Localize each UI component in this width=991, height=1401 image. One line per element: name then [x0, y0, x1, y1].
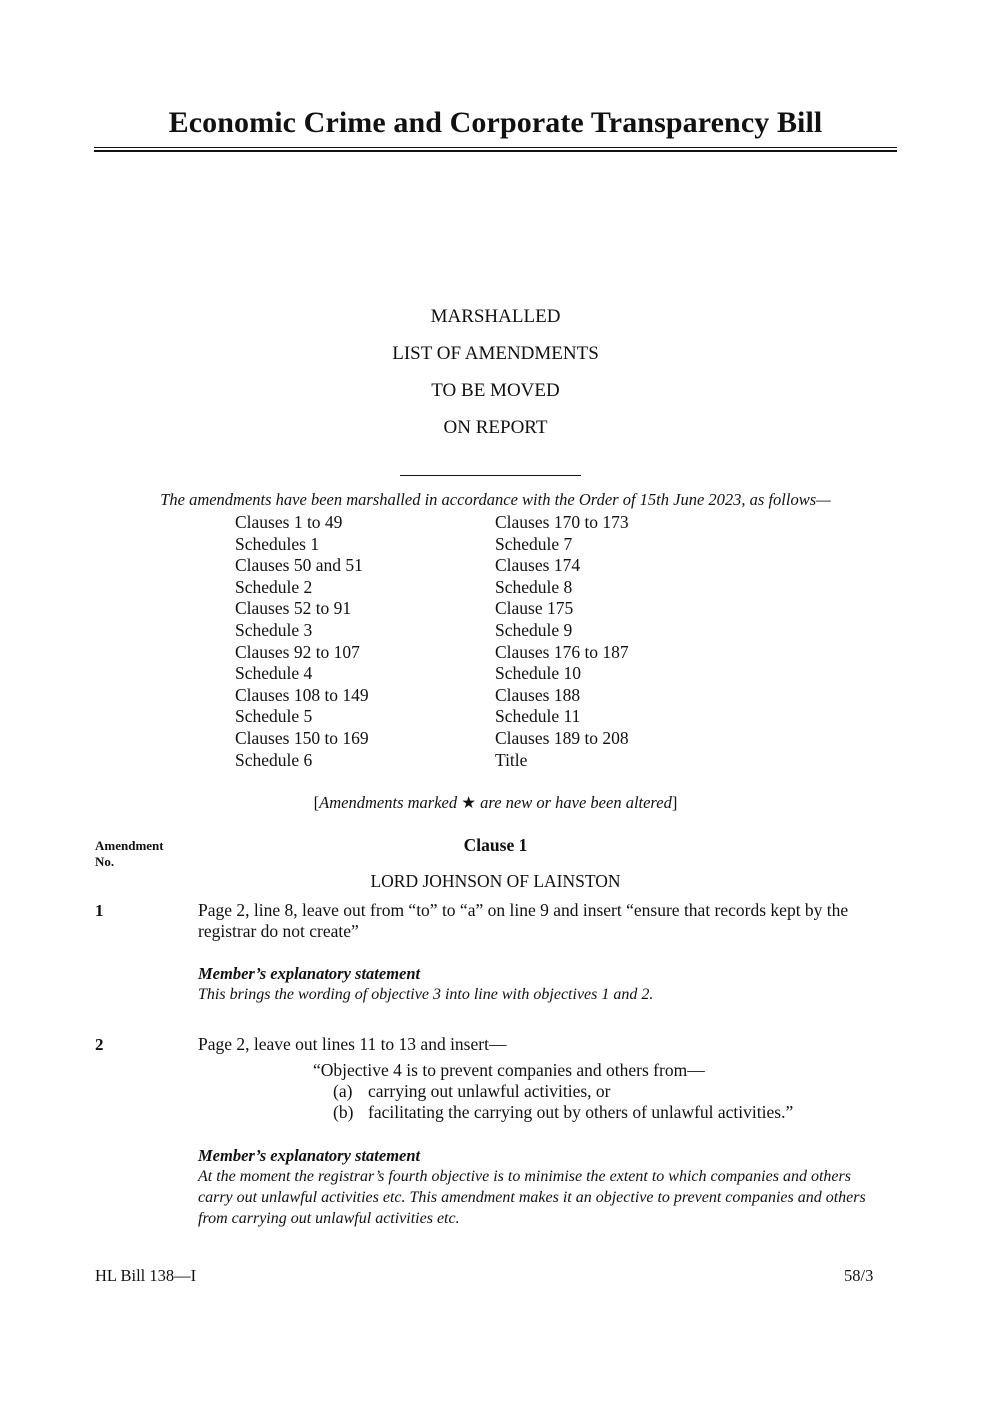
- item-label: (b): [333, 1102, 354, 1122]
- item-label: (a): [333, 1081, 353, 1101]
- order-item: Schedule 11: [495, 706, 581, 727]
- heading-line-3: TO BE MOVED: [431, 380, 560, 401]
- heading-line-1: MARSHALLED: [430, 306, 561, 327]
- star-icon: ★: [461, 793, 477, 812]
- order-item: Clauses 108 to 149: [235, 684, 369, 705]
- heading-line-4: ON REPORT: [443, 417, 548, 438]
- order-item: Schedule 7: [495, 533, 573, 554]
- order-item: Clauses 52 to 91: [235, 598, 352, 619]
- page-reference: 58/3: [844, 1266, 874, 1285]
- order-item: Clauses 188: [495, 684, 581, 705]
- marshalling-intro: The amendments have been marshalled in accordance with the Order of 15th June 2023, as follows—: [160, 490, 831, 509]
- order-item: Clauses 170 to 173: [495, 512, 629, 532]
- bill-reference: HL Bill 138—I: [95, 1266, 197, 1285]
- explanatory-statement: This brings the wording of objective 3 into line with objectives 1 and 2.: [198, 986, 654, 1003]
- amendment-text: Page 2, leave out lines 11 to 13 and insert—: [198, 1034, 507, 1054]
- member-name: LORD JOHNSON OF LAINSTON: [370, 871, 621, 891]
- order-list-left: [235, 512, 369, 771]
- order-item: Clauses 176 to 187: [495, 641, 629, 662]
- order-item: Clauses 92 to 107: [235, 641, 360, 662]
- explanatory-statement-title: Member’s explanatory statement: [198, 964, 421, 983]
- order-item: Clauses 174: [495, 555, 581, 576]
- order-item: Schedule 10: [495, 663, 582, 684]
- notice-text-end: are new or have been altered: [476, 793, 672, 812]
- amendment-text: Page 2, line 8, leave out from “to” to “a” on line 9 and insert “ensure that records kept by the registrar do not create”: [198, 900, 849, 941]
- order-item: Schedule 9: [495, 619, 573, 640]
- clause-heading: Clause 1: [463, 835, 528, 855]
- order-item: Clauses 150 to 169: [235, 727, 369, 748]
- section-divider: [400, 475, 581, 476]
- order-list-right: [495, 512, 629, 771]
- title-rule-thick: [94, 150, 897, 152]
- amendment-header-line-2: No.: [95, 854, 115, 869]
- notice-text-start: Amendments marked: [319, 793, 462, 812]
- order-item: Schedule 8: [495, 576, 573, 597]
- inserted-text-lead: “Objective 4 is to prevent companies and others from—: [313, 1060, 705, 1080]
- explanatory-statement-title: Member’s explanatory statement: [198, 1146, 421, 1165]
- altered-amendments-notice: [0, 793, 991, 813]
- amendment-number: 2: [95, 1035, 104, 1054]
- order-item: Clauses 1 to 49: [235, 512, 343, 532]
- explanatory-statement: At the moment the registrar’s fourth objective is to minimise the extent to which companies and others carry out unlawful activities etc. This amendment makes it an objective to prevent companies and others from carrying out unlawful activities etc.: [198, 1168, 866, 1227]
- order-item: Schedule 5: [235, 706, 313, 727]
- order-item: Clauses 189 to 208: [495, 727, 629, 748]
- order-item: Title: [495, 749, 528, 770]
- amendment-number: 1: [95, 901, 104, 920]
- order-item: Schedule 2: [235, 576, 313, 597]
- order-item: Schedules 1: [235, 533, 320, 554]
- inserted-item: [333, 1102, 893, 1123]
- document-title: Economic Crime and Corporate Transparency Bill: [168, 106, 823, 139]
- amendment-header-line-1: Amendment: [95, 838, 164, 853]
- title-rule-thin: [94, 147, 897, 148]
- item-text: carrying out unlawful activities, or: [368, 1081, 611, 1101]
- item-text: facilitating the carrying out by others of unlawful activities.”: [368, 1102, 794, 1122]
- inserted-item: [333, 1081, 893, 1102]
- order-item: Schedule 6: [235, 749, 313, 770]
- bracket-close: ]: [671, 793, 678, 812]
- heading-line-2: LIST OF AMENDMENTS: [392, 343, 599, 364]
- order-item: Clause 175: [495, 598, 574, 619]
- order-item: Schedule 4: [235, 663, 313, 684]
- bracket-open: [: [313, 793, 320, 812]
- order-item: Clauses 50 and 51: [235, 555, 363, 576]
- order-item: Schedule 3: [235, 619, 313, 640]
